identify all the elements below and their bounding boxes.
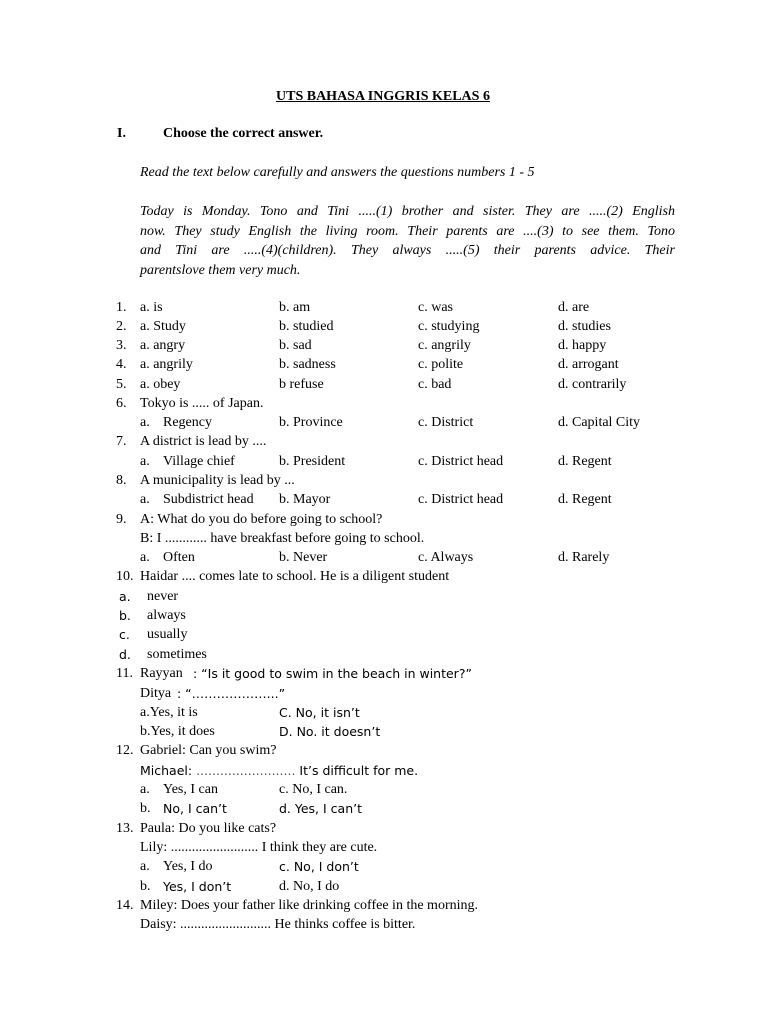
question-text: A municipality is lead by ... xyxy=(140,473,295,488)
dialogue-blank: : “………………...” xyxy=(177,686,286,701)
option-b: b. Mayor xyxy=(279,492,331,507)
option-d: d. studies xyxy=(558,319,611,334)
dialogue-line: Gabriel: Can you swim? xyxy=(140,743,277,758)
option-a-letter: a. xyxy=(140,859,150,874)
option-d: d. Regent xyxy=(558,454,612,469)
page-title: UTS BAHASA INGGRIS KELAS 6 xyxy=(276,89,490,104)
speaker-name: Rayyan xyxy=(140,666,183,681)
question-number: 4. xyxy=(116,357,127,372)
question-number: 10. xyxy=(116,569,134,584)
option-a: Regency xyxy=(163,415,212,430)
option-c: c. polite xyxy=(418,357,464,372)
dialogue-line: Paula: Do you like cats? xyxy=(140,821,277,836)
option-a: a. angrily xyxy=(140,357,193,372)
question-number: 2. xyxy=(116,319,127,334)
option-c: c. District xyxy=(418,415,474,430)
passage-line: Today is Monday. Tono and Tini .....(1) brother and sister. They are .....(2) English xyxy=(140,204,675,219)
passage-line: now. They study English the living room. Their parents are ....(3) to see them. Tono xyxy=(140,223,675,239)
option-a-letter: a. xyxy=(140,454,150,469)
dialogue-line: B: I ............ have breakfast before going to school. xyxy=(140,531,425,546)
question-number: 6. xyxy=(116,396,127,411)
option-d: d. Regent xyxy=(558,492,612,507)
option-b: b.Yes, it does xyxy=(140,724,215,739)
option-a: a. angry xyxy=(140,338,186,353)
option-letter: d. xyxy=(119,647,131,662)
option-b: b. am xyxy=(279,300,311,315)
option-c: c. District head xyxy=(418,454,504,469)
speaker-name: Ditya xyxy=(140,686,172,701)
option-d: d. No, I do xyxy=(279,879,340,894)
option-b: b. studied xyxy=(279,319,334,334)
option-c: c. Always xyxy=(418,550,474,565)
dialogue-line: : “Is it good to swim in the beach in winter?” xyxy=(193,666,472,681)
option-b-letter: b. xyxy=(140,801,151,816)
option-a: a.Yes, it is xyxy=(140,705,198,720)
option-c: c. District head xyxy=(418,492,504,507)
option-a: a. obey xyxy=(140,377,181,392)
option-d: d. are xyxy=(558,300,590,315)
option-b-letter: b. xyxy=(140,879,151,894)
option-c: c. No, I can. xyxy=(279,782,348,797)
option-text: sometimes xyxy=(147,647,207,662)
option-c: c. bad xyxy=(418,377,452,392)
instruction: Read the text below carefully and answers the questions numbers 1 - 5 xyxy=(140,165,535,180)
option-d: d. happy xyxy=(558,338,607,353)
dialogue-line: A: What do you do before going to school? xyxy=(140,512,383,527)
option-a: Yes, I do xyxy=(163,859,213,874)
option-a: Often xyxy=(163,550,195,565)
option-a-letter: a. xyxy=(140,782,150,797)
option-a: Yes, I can xyxy=(163,782,218,797)
answer-blank: ......................... xyxy=(196,763,296,778)
option-letter: a. xyxy=(119,589,131,604)
option-a-letter: a. xyxy=(140,415,150,430)
option-d: d. arrogant xyxy=(558,357,619,372)
option-d: d. Rarely xyxy=(558,550,610,565)
speaker-name: Michael: xyxy=(140,763,193,778)
dialogue-text: It’s difficult for me. xyxy=(295,763,419,778)
option-letter: b. xyxy=(119,608,131,623)
option-c: c. studying xyxy=(418,319,480,334)
question-number: 13. xyxy=(116,821,134,836)
option-text: usually xyxy=(147,627,188,642)
option-c: c. angrily xyxy=(418,338,471,353)
question-number: 11. xyxy=(116,666,133,681)
question-text: A district is lead by .... xyxy=(140,434,267,449)
option-letter: c. xyxy=(119,627,130,642)
option-c: C. No, it isn’t xyxy=(279,705,360,720)
option-b: b. sadness xyxy=(279,357,336,372)
question-number: 8. xyxy=(116,473,127,488)
option-c: c. was xyxy=(418,300,453,315)
option-a-letter: a. xyxy=(140,550,150,565)
question-number: 14. xyxy=(116,898,134,913)
option-b: b. Never xyxy=(279,550,328,565)
option-b: b refuse xyxy=(279,377,324,392)
question-number: 5. xyxy=(116,377,127,392)
dialogue-line: Miley: Does your father like drinking coffee in the morning. xyxy=(140,898,478,913)
option-text: always xyxy=(147,608,186,623)
option-b: b. sad xyxy=(279,338,312,353)
option-d: D. No. it doesn’t xyxy=(279,724,381,739)
option-d: d. Capital City xyxy=(558,415,641,430)
option-b: b. President xyxy=(279,454,346,469)
dialogue-line: Lily: ......................... I think they are cute. xyxy=(140,840,378,855)
reading-passage xyxy=(140,202,675,280)
section-heading: Choose the correct answer. xyxy=(163,126,324,141)
question-number: 3. xyxy=(116,338,127,353)
option-b: No, I can’t xyxy=(163,801,227,816)
option-text: never xyxy=(147,589,179,604)
option-c: c. No, I don’t xyxy=(279,859,359,874)
option-b: Yes, I don’t xyxy=(163,879,232,894)
option-a: Subdistrict head xyxy=(163,492,254,507)
question-text: Haidar .... comes late to school. He is a diligent student xyxy=(140,569,450,584)
option-a: a. is xyxy=(140,300,163,315)
dialogue-line: Daisy: .......................... He thinks coffee is bitter. xyxy=(140,917,416,932)
dialogue-line xyxy=(140,762,418,780)
passage-line: and Tini are .....(4)(children). They always .....(5) their parents advice. Their xyxy=(140,243,675,258)
option-d: d. contrarily xyxy=(558,377,627,392)
option-d: d. Yes, I can’t xyxy=(279,801,362,816)
option-a-letter: a. xyxy=(140,492,150,507)
question-number: 7. xyxy=(116,434,127,449)
option-a: a. Study xyxy=(140,319,186,334)
section-number: I. xyxy=(117,126,126,141)
passage-line: parentslove them very much. xyxy=(140,262,301,278)
question-number: 9. xyxy=(116,512,127,527)
question-text: Tokyo is ..... of Japan. xyxy=(140,396,264,411)
option-a: Village chief xyxy=(163,454,235,469)
question-number: 12. xyxy=(116,743,134,758)
option-b: b. Province xyxy=(279,415,343,430)
question-number: 1. xyxy=(116,300,127,315)
